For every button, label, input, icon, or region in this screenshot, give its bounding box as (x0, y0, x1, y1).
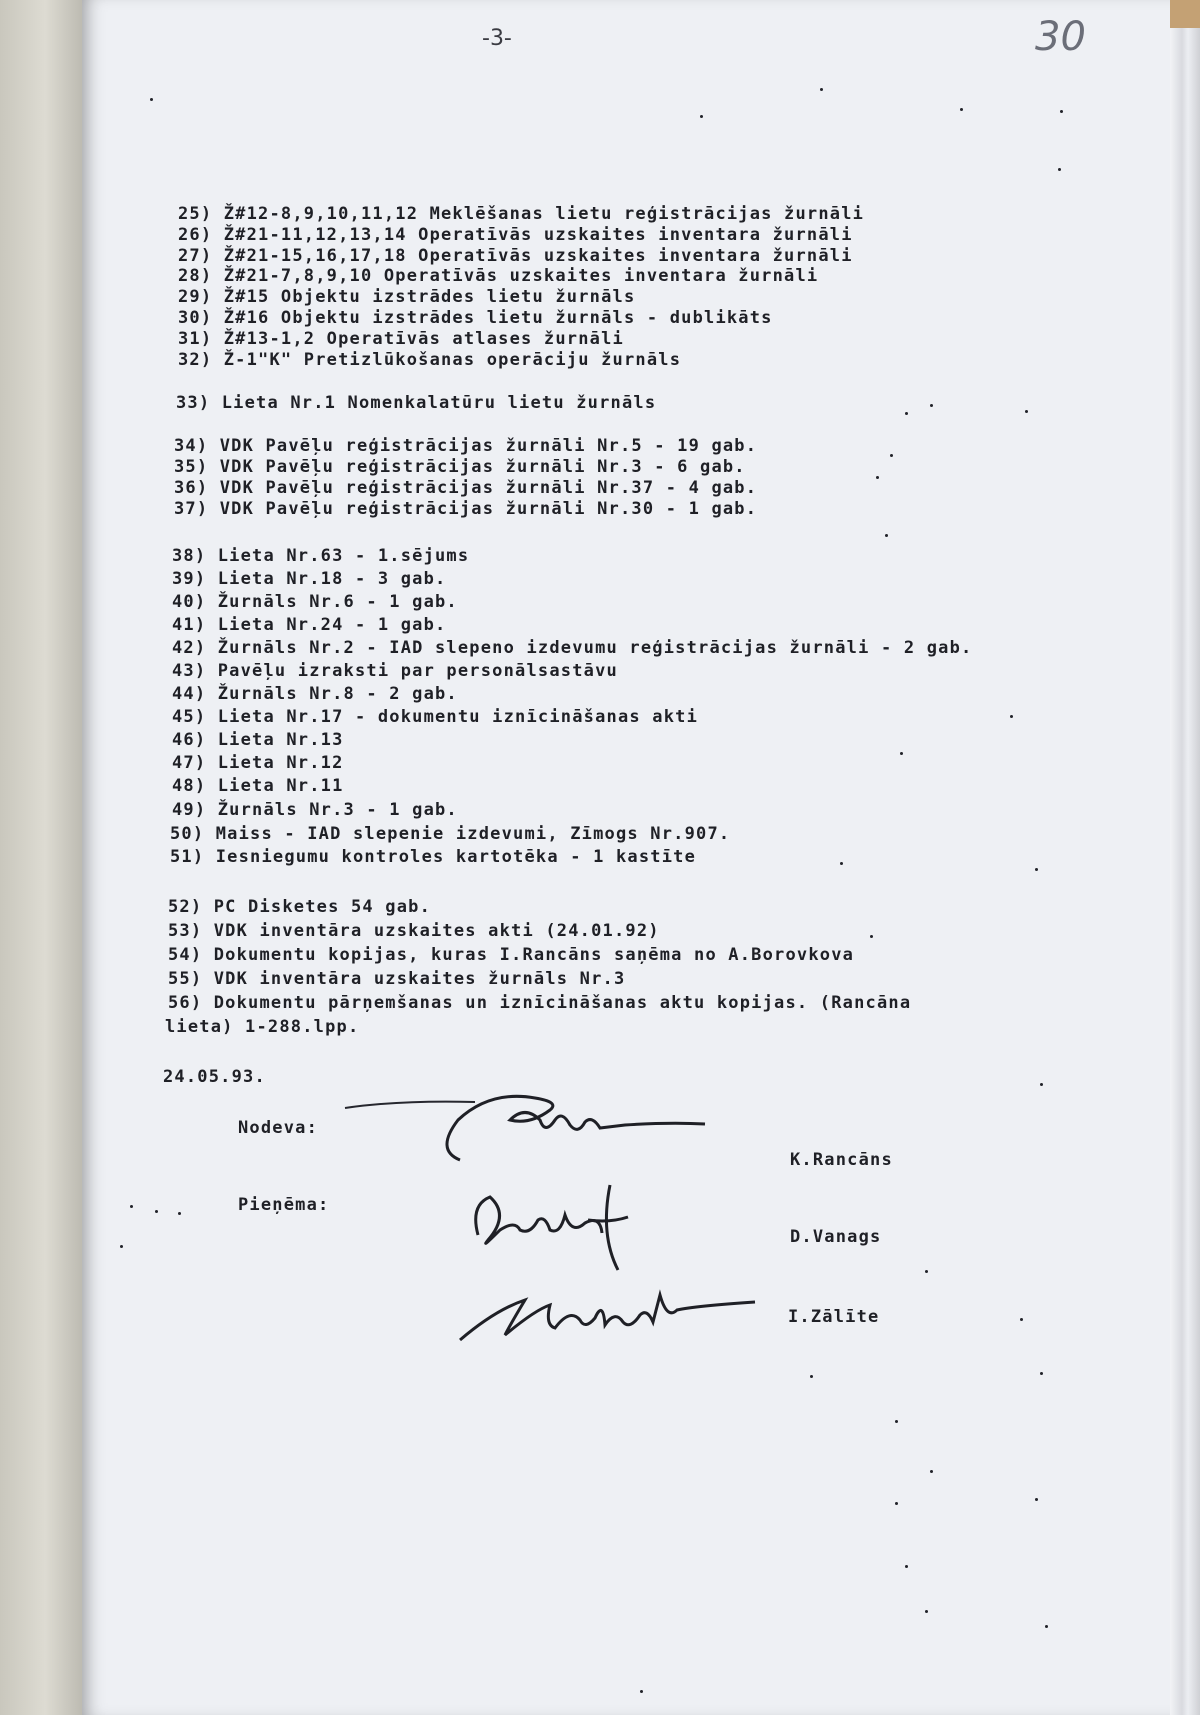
item-line: lieta) 1-288.lpp. (165, 1017, 360, 1037)
item-line: 30) Ž#16 Objektu izstrādes lietu žurnāls - dublikāts (178, 308, 773, 328)
item-line: 45) Lieta Nr.17 - dokumentu iznīcināšanas akti (172, 707, 699, 727)
item-line: 54) Dokumentu kopijas, kuras I.Rancāns saņēma no A.Borovkova (168, 945, 855, 965)
item-line: 49) Žurnāls Nr.3 - 1 gab. (172, 800, 458, 820)
page-stack-top (1170, 0, 1200, 28)
item-line: 40) Žurnāls Nr.6 - 1 gab. (172, 592, 458, 612)
signature-rancans (340, 1080, 720, 1170)
page-stack-edge (1170, 0, 1200, 1715)
item-line: 36) VDK Pavēļu reģistrācijas žurnāli Nr.37 - 4 gab. (174, 478, 758, 498)
binder-spine (0, 0, 82, 1715)
item-line: 39) Lieta Nr.18 - 3 gab. (172, 569, 447, 589)
item-line: 44) Žurnāls Nr.8 - 2 gab. (172, 684, 458, 704)
item-line: 56) Dokumentu pārņemšanas un iznīcināšanas aktu kopijas. (Rancāna (168, 993, 912, 1013)
item-line: 29) Ž#15 Objektu izstrādes lietu žurnāls (178, 287, 636, 307)
item-line: 52) PC Disketes 54 gab. (168, 897, 432, 917)
item-line: 48) Lieta Nr.11 (172, 776, 344, 796)
item-line: 50) Maiss - IAD slepenie izdevumi, Zīmogs Nr.907. (170, 824, 731, 844)
item-line: 41) Lieta Nr.24 - 1 gab. (172, 615, 447, 635)
signatory-name: I.Zālīte (788, 1307, 880, 1327)
signature-zalite (455, 1280, 755, 1350)
signatory-name: K.Rancāns (790, 1150, 893, 1170)
handed-label: Nodeva: (238, 1118, 319, 1138)
item-line: 32) Ž-1"K" Pretizlūkošanas operāciju žurnāls (178, 350, 682, 370)
signatory-name: D.Vanags (790, 1227, 882, 1247)
item-line: 47) Lieta Nr.12 (172, 753, 344, 773)
item-line: 38) Lieta Nr.63 - 1.sējums (172, 546, 470, 566)
item-line: 53) VDK inventāra uzskaites akti (24.01.92) (168, 921, 660, 941)
item-line: 25) Ž#12-8,9,10,11,12 Meklēšanas lietu reģistrācijas žurnāli (178, 204, 865, 224)
page-number: -3- (482, 26, 512, 51)
item-line: 31) Ž#13-1,2 Operatīvās atlases žurnāli (178, 329, 624, 349)
date: 24.05.93. (163, 1067, 266, 1087)
item-line: 43) Pavēļu izraksti par personālsastāvu (172, 661, 618, 681)
item-line: 34) VDK Pavēļu reģistrācijas žurnāli Nr.5 - 19 gab. (174, 436, 758, 456)
item-line: 33) Lieta Nr.1 Nomenkalatūru lietu žurnāls (176, 393, 657, 413)
item-line: 46) Lieta Nr.13 (172, 730, 344, 750)
item-line: 35) VDK Pavēļu reģistrācijas žurnāli Nr.3 - 6 gab. (174, 457, 746, 477)
item-line: 26) Ž#21-11,12,13,14 Operatīvās uzskaites inventara žurnāli (178, 225, 853, 245)
received-label: Pieņēma: (238, 1195, 330, 1215)
item-line: 28) Ž#21-7,8,9,10 Operatīvās uzskaites inventara žurnāli (178, 266, 819, 286)
item-line: 55) VDK inventāra uzskaites žurnāls Nr.3 (168, 969, 626, 989)
item-line: 51) Iesniegumu kontroles kartotēka - 1 kastīte (170, 847, 697, 867)
item-line: 42) Žurnāls Nr.2 - IAD slepeno izdevumu reģistrācijas žurnāli - 2 gab. (172, 638, 973, 658)
item-line: 37) VDK Pavēļu reģistrācijas žurnāli Nr.30 - 1 gab. (174, 499, 758, 519)
folio-number: 30 (1035, 14, 1086, 60)
signature-vanags (460, 1175, 660, 1285)
item-line: 27) Ž#21-15,16,17,18 Operatīvās uzskaites inventara žurnāli (178, 246, 853, 266)
